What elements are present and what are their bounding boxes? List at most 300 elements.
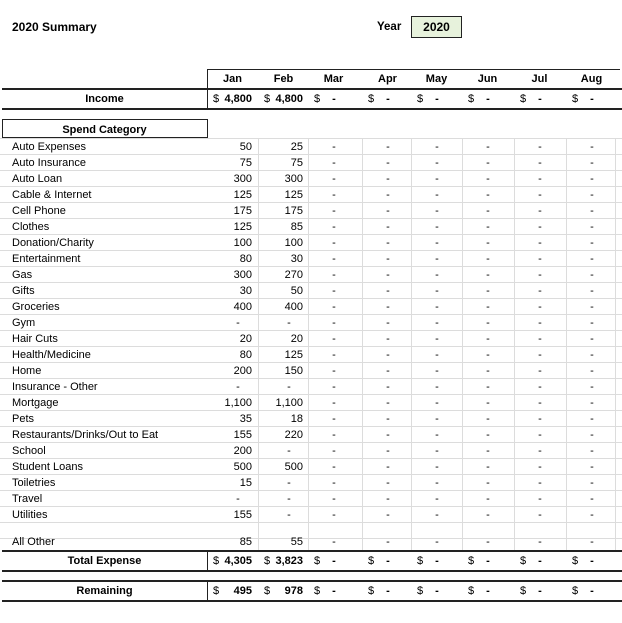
category-empty: - xyxy=(538,333,542,345)
category-empty: - xyxy=(486,509,490,521)
category-empty: - xyxy=(538,445,542,457)
category-empty: - xyxy=(332,381,336,393)
category-empty: - xyxy=(386,301,390,313)
category-empty: - xyxy=(435,141,439,153)
category-empty: - xyxy=(590,189,594,201)
category-feb: 400 xyxy=(284,301,303,313)
gridline xyxy=(0,426,622,427)
category-empty: - xyxy=(386,365,390,377)
category-feb: 150 xyxy=(284,365,303,377)
total-expense-label: Total Expense xyxy=(67,555,142,567)
income-empty: - xyxy=(332,93,336,105)
category-jan: 500 xyxy=(233,461,252,473)
category-feb: 30 xyxy=(290,253,303,265)
category-empty: - xyxy=(386,269,390,281)
month-header-jan: Jan xyxy=(223,73,242,85)
gridline xyxy=(462,138,463,550)
category-jan: 400 xyxy=(233,301,252,313)
category-empty: - xyxy=(538,477,542,489)
category-name: Toiletries xyxy=(12,477,56,489)
category-empty: - xyxy=(386,285,390,297)
category-empty: - xyxy=(486,536,490,548)
category-empty: - xyxy=(590,141,594,153)
category-empty: - xyxy=(386,509,390,521)
category-empty: - xyxy=(538,253,542,265)
category-empty: - xyxy=(386,317,390,329)
income-empty: - xyxy=(486,93,490,105)
remaining-currency: $ xyxy=(520,585,527,597)
total-expense-currency: $ xyxy=(264,555,271,567)
category-jan: - xyxy=(236,381,240,393)
category-jan: 1,100 xyxy=(224,397,252,409)
category-feb: 50 xyxy=(290,285,303,297)
category-jan: 200 xyxy=(233,445,252,457)
category-empty: - xyxy=(332,205,336,217)
category-feb: - xyxy=(287,317,291,329)
category-empty: - xyxy=(435,173,439,185)
category-feb: 175 xyxy=(284,205,303,217)
remaining-value: 495 xyxy=(233,585,252,597)
category-feb: - xyxy=(287,493,291,505)
gridline xyxy=(411,138,412,550)
category-jan: 35 xyxy=(239,413,252,425)
category-empty: - xyxy=(435,333,439,345)
spend-header-top xyxy=(2,119,207,120)
total-expense-currency: $ xyxy=(368,555,375,567)
category-empty: - xyxy=(386,157,390,169)
category-name: School xyxy=(12,445,46,457)
month-header-jul: Jul xyxy=(531,73,548,85)
total-expense-currency: $ xyxy=(213,555,220,567)
income-currency: $ xyxy=(572,93,579,105)
category-empty: - xyxy=(332,317,336,329)
gridline xyxy=(0,442,622,443)
category-name: Student Loans xyxy=(12,461,83,473)
gridline xyxy=(0,362,622,363)
income-currency: $ xyxy=(417,93,424,105)
category-name: Auto Expenses xyxy=(12,141,86,153)
month-header-jun: Jun xyxy=(477,73,498,85)
category-empty: - xyxy=(590,173,594,185)
spend-header-right xyxy=(207,119,208,138)
income-value: 4,800 xyxy=(224,93,252,105)
category-empty: - xyxy=(538,269,542,281)
category-name: Mortgage xyxy=(12,397,59,409)
category-empty: - xyxy=(486,301,490,313)
month-header-may: May xyxy=(425,73,448,85)
income-currency: $ xyxy=(213,93,220,105)
month-header-feb: Feb xyxy=(273,73,294,85)
remaining-divider xyxy=(207,580,208,601)
category-empty: - xyxy=(590,237,594,249)
gridline xyxy=(0,266,622,267)
category-empty: - xyxy=(486,285,490,297)
category-empty: - xyxy=(332,157,336,169)
category-empty: - xyxy=(590,253,594,265)
category-jan: 80 xyxy=(239,349,252,361)
total-expense-currency: $ xyxy=(572,555,579,567)
category-empty: - xyxy=(538,221,542,233)
category-name: Cell Phone xyxy=(12,205,66,217)
category-empty: - xyxy=(435,285,439,297)
category-name: Groceries xyxy=(12,301,60,313)
category-jan: - xyxy=(236,493,240,505)
income-empty: - xyxy=(538,93,542,105)
category-empty: - xyxy=(590,269,594,281)
category-empty: - xyxy=(332,349,336,361)
total-expense-currency: $ xyxy=(314,555,321,567)
category-empty: - xyxy=(386,381,390,393)
category-name: Pets xyxy=(12,413,35,425)
category-empty: - xyxy=(435,269,439,281)
category-empty: - xyxy=(590,536,594,548)
category-empty: - xyxy=(435,493,439,505)
income-currency: $ xyxy=(468,93,475,105)
category-empty: - xyxy=(486,429,490,441)
gridline xyxy=(362,138,363,550)
category-empty: - xyxy=(590,381,594,393)
category-jan: 125 xyxy=(233,189,252,201)
category-empty: - xyxy=(590,157,594,169)
remaining-currency: $ xyxy=(213,585,220,597)
category-empty: - xyxy=(332,237,336,249)
total-expense-empty: - xyxy=(538,555,542,567)
category-empty: - xyxy=(386,445,390,457)
category-empty: - xyxy=(590,461,594,473)
category-empty: - xyxy=(590,301,594,313)
total-expense-empty: - xyxy=(386,555,390,567)
category-empty: - xyxy=(486,365,490,377)
category-feb: - xyxy=(287,381,291,393)
category-feb: 25 xyxy=(290,141,303,153)
category-empty: - xyxy=(486,141,490,153)
category-name: Entertainment xyxy=(12,253,81,265)
gridline xyxy=(0,394,622,395)
total-expense-currency: $ xyxy=(520,555,527,567)
month-header-apr: Apr xyxy=(378,73,397,85)
gridline xyxy=(0,138,622,139)
category-empty: - xyxy=(538,237,542,249)
gridline xyxy=(0,346,622,347)
category-empty: - xyxy=(590,221,594,233)
category-feb: 125 xyxy=(284,349,303,361)
category-empty: - xyxy=(538,365,542,377)
category-empty: - xyxy=(332,141,336,153)
category-empty: - xyxy=(435,205,439,217)
category-empty: - xyxy=(486,381,490,393)
category-empty: - xyxy=(590,397,594,409)
category-empty: - xyxy=(590,509,594,521)
category-empty: - xyxy=(435,253,439,265)
category-empty: - xyxy=(332,301,336,313)
category-empty: - xyxy=(386,536,390,548)
category-name: Insurance - Other xyxy=(12,381,98,393)
category-empty: - xyxy=(435,381,439,393)
gridline xyxy=(0,538,622,539)
category-empty: - xyxy=(386,173,390,185)
category-empty: - xyxy=(435,445,439,457)
category-empty: - xyxy=(538,461,542,473)
category-empty: - xyxy=(435,189,439,201)
gridline xyxy=(0,474,622,475)
remaining-empty: - xyxy=(332,585,336,597)
income-divider xyxy=(207,88,208,109)
category-empty: - xyxy=(486,189,490,201)
category-feb: 55 xyxy=(290,536,303,548)
category-empty: - xyxy=(538,381,542,393)
category-feb: 75 xyxy=(290,157,303,169)
category-feb: - xyxy=(287,445,291,457)
category-jan: - xyxy=(236,317,240,329)
category-jan: 85 xyxy=(239,536,252,548)
category-empty: - xyxy=(590,477,594,489)
category-feb: 125 xyxy=(284,189,303,201)
category-empty: - xyxy=(386,237,390,249)
category-jan: 300 xyxy=(233,269,252,281)
gridline xyxy=(0,250,622,251)
header-left-border xyxy=(207,69,208,89)
remaining-empty: - xyxy=(386,585,390,597)
category-empty: - xyxy=(386,349,390,361)
category-empty: - xyxy=(435,429,439,441)
category-feb: 1,100 xyxy=(275,397,303,409)
category-empty: - xyxy=(538,285,542,297)
category-empty: - xyxy=(538,349,542,361)
category-empty: - xyxy=(486,413,490,425)
category-empty: - xyxy=(590,365,594,377)
category-empty: - xyxy=(332,173,336,185)
category-name: Clothes xyxy=(12,221,50,233)
category-empty: - xyxy=(332,253,336,265)
category-empty: - xyxy=(486,157,490,169)
category-empty: - xyxy=(435,221,439,233)
income-currency: $ xyxy=(314,93,321,105)
category-name: Auto Loan xyxy=(12,173,63,185)
gridline xyxy=(0,458,622,459)
category-empty: - xyxy=(332,536,336,548)
category-empty: - xyxy=(435,477,439,489)
category-empty: - xyxy=(435,365,439,377)
category-jan: 30 xyxy=(239,285,252,297)
category-empty: - xyxy=(386,253,390,265)
category-feb: 85 xyxy=(290,221,303,233)
category-empty: - xyxy=(332,221,336,233)
total-expense-value: 3,823 xyxy=(275,555,303,567)
category-empty: - xyxy=(486,173,490,185)
category-empty: - xyxy=(435,413,439,425)
category-empty: - xyxy=(590,349,594,361)
remaining-value: 978 xyxy=(284,585,303,597)
income-empty: - xyxy=(435,93,439,105)
category-empty: - xyxy=(386,397,390,409)
category-name: Utilities xyxy=(12,509,48,521)
category-empty: - xyxy=(435,317,439,329)
category-empty: - xyxy=(486,317,490,329)
category-name: Health/Medicine xyxy=(12,349,91,361)
category-empty: - xyxy=(486,445,490,457)
total-expense-empty: - xyxy=(435,555,439,567)
month-header-aug: Aug xyxy=(580,73,603,85)
category-feb: - xyxy=(287,509,291,521)
category-empty: - xyxy=(538,301,542,313)
category-name: Gifts xyxy=(12,285,35,297)
remaining-currency: $ xyxy=(264,585,271,597)
gridline xyxy=(0,314,622,315)
category-empty: - xyxy=(538,429,542,441)
remaining-empty: - xyxy=(590,585,594,597)
category-empty: - xyxy=(538,493,542,505)
category-empty: - xyxy=(386,477,390,489)
category-feb: 300 xyxy=(284,173,303,185)
remaining-currency: $ xyxy=(368,585,375,597)
income-currency: $ xyxy=(264,93,271,105)
month-header-mar: Mar xyxy=(323,73,344,85)
category-jan: 125 xyxy=(233,221,252,233)
category-empty: - xyxy=(435,461,439,473)
category-empty: - xyxy=(590,285,594,297)
gridline xyxy=(0,378,622,379)
category-empty: - xyxy=(332,365,336,377)
category-empty: - xyxy=(590,317,594,329)
category-empty: - xyxy=(435,237,439,249)
category-empty: - xyxy=(590,205,594,217)
spend-header-bottom xyxy=(2,137,207,138)
gridline xyxy=(0,170,622,171)
category-empty: - xyxy=(332,269,336,281)
category-jan: 100 xyxy=(233,237,252,249)
category-jan: 80 xyxy=(239,253,252,265)
income-empty: - xyxy=(386,93,390,105)
category-feb: 100 xyxy=(284,237,303,249)
gridline xyxy=(0,234,622,235)
page-title: 2020 Summary xyxy=(12,20,97,34)
category-empty: - xyxy=(332,413,336,425)
total-expense-divider xyxy=(207,550,208,571)
category-empty: - xyxy=(435,397,439,409)
year-input[interactable]: 2020 xyxy=(411,16,462,38)
category-name: Auto Insurance xyxy=(12,157,86,169)
category-empty: - xyxy=(435,157,439,169)
category-jan: 20 xyxy=(239,333,252,345)
category-empty: - xyxy=(538,413,542,425)
category-empty: - xyxy=(332,509,336,521)
category-empty: - xyxy=(386,205,390,217)
gridline xyxy=(615,138,616,550)
category-feb: 20 xyxy=(290,333,303,345)
category-empty: - xyxy=(332,477,336,489)
category-empty: - xyxy=(538,509,542,521)
category-empty: - xyxy=(332,285,336,297)
category-empty: - xyxy=(486,205,490,217)
remaining-currency: $ xyxy=(417,585,424,597)
category-feb: 220 xyxy=(284,429,303,441)
gridline xyxy=(0,186,622,187)
category-empty: - xyxy=(435,536,439,548)
category-empty: - xyxy=(538,141,542,153)
gridline xyxy=(0,154,622,155)
year-label: Year xyxy=(377,21,402,33)
total-expense-empty: - xyxy=(332,555,336,567)
remaining-currency: $ xyxy=(572,585,579,597)
category-empty: - xyxy=(590,429,594,441)
category-empty: - xyxy=(538,317,542,329)
category-empty: - xyxy=(332,397,336,409)
category-jan: 175 xyxy=(233,205,252,217)
category-empty: - xyxy=(332,429,336,441)
category-empty: - xyxy=(538,189,542,201)
category-jan: 155 xyxy=(233,429,252,441)
category-empty: - xyxy=(386,221,390,233)
category-name: Gym xyxy=(12,317,36,329)
category-empty: - xyxy=(538,536,542,548)
income-label: Income xyxy=(85,93,124,105)
category-empty: - xyxy=(435,301,439,313)
category-empty: - xyxy=(332,333,336,345)
category-empty: - xyxy=(486,349,490,361)
category-jan: 50 xyxy=(239,141,252,153)
income-currency: $ xyxy=(368,93,375,105)
category-name: Restaurants/Drinks/Out to Eat xyxy=(12,429,159,441)
income-currency: $ xyxy=(520,93,527,105)
gridline xyxy=(0,490,622,491)
remaining-empty: - xyxy=(538,585,542,597)
category-empty: - xyxy=(486,253,490,265)
gridline xyxy=(0,202,622,203)
category-jan: 300 xyxy=(233,173,252,185)
category-feb: 18 xyxy=(290,413,303,425)
category-empty: - xyxy=(486,397,490,409)
category-name: All Other xyxy=(12,536,55,548)
total-expense-currency: $ xyxy=(468,555,475,567)
category-empty: - xyxy=(538,173,542,185)
category-empty: - xyxy=(435,349,439,361)
category-empty: - xyxy=(538,205,542,217)
category-name: Home xyxy=(12,365,42,377)
category-empty: - xyxy=(332,189,336,201)
category-empty: - xyxy=(386,413,390,425)
income-empty: - xyxy=(590,93,594,105)
category-empty: - xyxy=(486,237,490,249)
remaining-currency: $ xyxy=(314,585,321,597)
category-empty: - xyxy=(332,493,336,505)
category-empty: - xyxy=(486,477,490,489)
category-empty: - xyxy=(486,269,490,281)
category-empty: - xyxy=(590,445,594,457)
category-empty: - xyxy=(435,509,439,521)
header-rule xyxy=(207,69,620,70)
spend-category-header: Spend Category xyxy=(62,124,147,136)
category-empty: - xyxy=(386,429,390,441)
gridline xyxy=(514,138,515,550)
category-jan: 200 xyxy=(233,365,252,377)
category-name: Cable & Internet xyxy=(12,189,92,201)
category-empty: - xyxy=(386,493,390,505)
category-empty: - xyxy=(486,221,490,233)
category-empty: - xyxy=(332,445,336,457)
gridline xyxy=(566,138,567,550)
category-jan: 155 xyxy=(233,509,252,521)
gridline xyxy=(258,138,259,550)
gridline xyxy=(0,218,622,219)
category-jan: 75 xyxy=(239,157,252,169)
total-expense-currency: $ xyxy=(417,555,424,567)
category-jan: 15 xyxy=(239,477,252,489)
category-name: Hair Cuts xyxy=(12,333,58,345)
category-name: Gas xyxy=(12,269,33,281)
income-value: 4,800 xyxy=(275,93,303,105)
category-name: Donation/Charity xyxy=(12,237,94,249)
category-name: Travel xyxy=(12,493,43,505)
